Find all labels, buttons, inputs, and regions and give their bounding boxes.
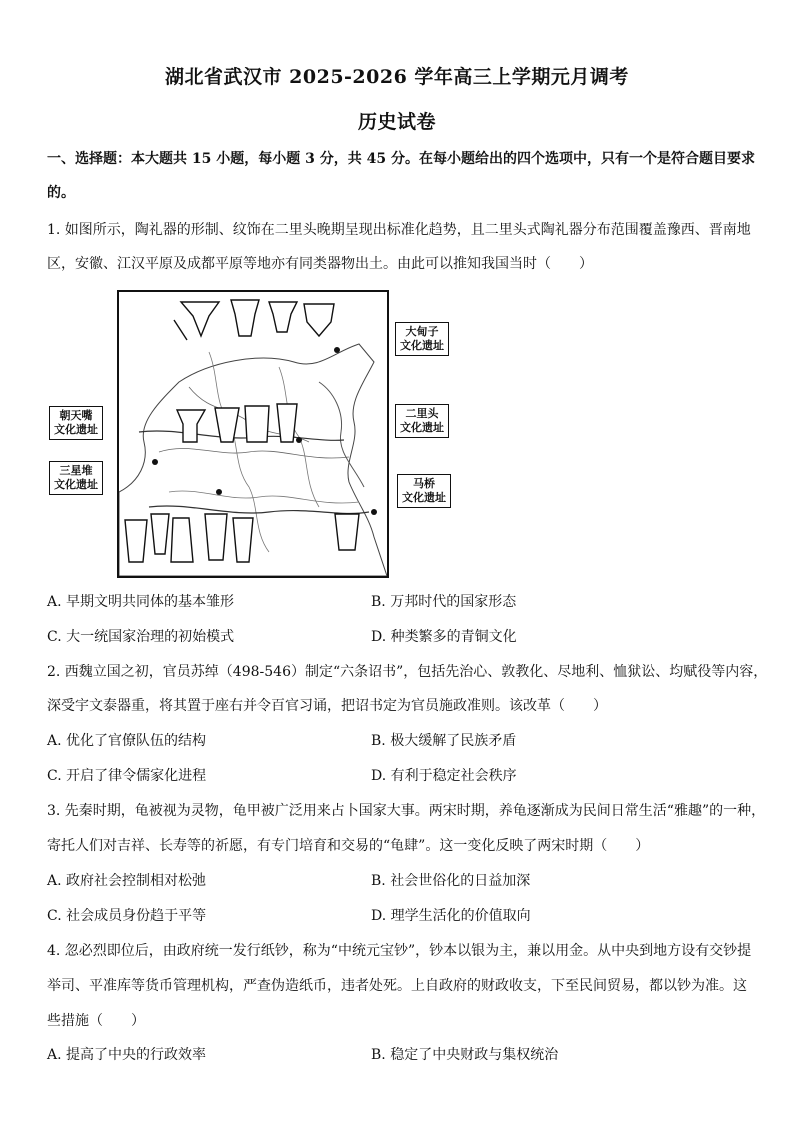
label-maqiao: 马桥 文化遗址: [397, 474, 451, 508]
q4-line3: 些措施（ ）: [47, 1013, 145, 1029]
q2-option-a: A. 优化了官僚队伍的结构: [47, 733, 207, 749]
q1-option-b: B. 万邦时代的国家形态: [371, 594, 517, 610]
q1-line2: 区，安徽、江汉平原及成都平原等地亦有同类器物出土。由此可以推知我国当时（ ）: [47, 256, 593, 272]
label-sanxingdui: 三星堆 文化遗址: [49, 461, 103, 495]
map-drawing: [119, 292, 387, 576]
q3-option-b: B. 社会世俗化的日益加深: [371, 873, 531, 889]
q3-option-d: D. 理学生活化的价值取向: [371, 908, 531, 924]
q4-line2: 举司、平准库等货币管理机构，严查伪造纸币，违者处死。上自政府的财政收支，下至民间贸易，都以钞为准。这: [47, 978, 747, 994]
q4-option-b: B. 稳定了中央财政与集权统治: [371, 1047, 559, 1063]
q1-option-c: C. 大一统国家治理的初始模式: [47, 629, 235, 645]
q3-option-a: A. 政府社会控制相对松弛: [47, 873, 207, 889]
q2-option-b: B. 极大缓解了民族矛盾: [371, 733, 517, 749]
exam-title: 湖北省武汉市 2025-2026 学年高三上学期元月调考: [165, 66, 629, 88]
section-intro-line2: 的。: [47, 185, 75, 201]
label-erlitou: 二里头 文化遗址: [395, 404, 449, 438]
q2-line2: 深受宇文泰器重，将其置于座右并令百官习诵，把诏书定为官员施政准则。该改革（ ）: [47, 698, 607, 714]
q2-option-d: D. 有利于稳定社会秩序: [371, 768, 517, 784]
map-figure: [117, 290, 389, 578]
label-chaotianzui: 朝天嘴 文化遗址: [49, 406, 103, 440]
q2-option-c: C. 开启了律令儒家化进程: [47, 768, 207, 784]
exam-subject: 历史试卷: [357, 111, 436, 133]
q1-option-a: A. 早期文明共同体的基本雏形: [47, 594, 235, 610]
q4-option-a: A. 提高了中央的行政效率: [47, 1047, 207, 1063]
q3-line1: 3. 先秦时期，龟被视为灵物，龟甲被广泛用来占卜国家大事。两宋时期，养龟逐渐成为民间日常生活“雅趣”的一种，: [47, 803, 766, 819]
q3-line2: 寄托人们对吉祥、长寿等的祈愿，有专门培育和交易的“龟肆”。这一变化反映了两宋时期（ ）: [47, 838, 650, 854]
q1-option-d: D. 种类繁多的青铜文化: [371, 629, 517, 645]
q1-line1: 1. 如图所示，陶礼器的形制、纹饰在二里头晚期呈现出标准化趋势，且二里头式陶礼器分布范围覆盖豫西、晋南地: [47, 222, 751, 238]
q4-line1: 4. 忽必烈即位后，由政府统一发行纸钞，称为“中统元宝钞”，钞本以银为主，兼以用金。从中央到地方设有交钞提: [47, 943, 752, 959]
q2-line1: 2. 西魏立国之初，官员苏绰（498-546）制定“六条诏书”，包括先治心、敦教化、尽地利、恤狱讼、均赋役等内容，: [47, 664, 768, 680]
q3-option-c: C. 社会成员身份趋于平等: [47, 908, 207, 924]
label-dadianzi: 大甸子 文化遗址: [395, 322, 449, 356]
section-intro-line1: 一、选择题：本大题共 15 小题，每小题 3 分，共 45 分。在每小题给出的四个选项中，只有一个是符合题目要求: [47, 151, 755, 167]
